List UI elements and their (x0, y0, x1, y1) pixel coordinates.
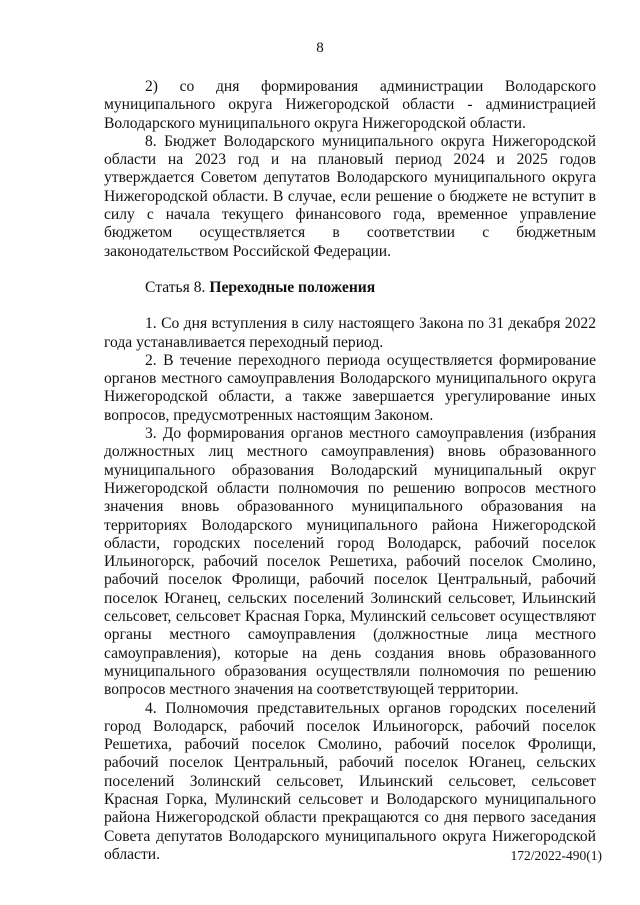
document-body (104, 78, 596, 864)
paragraph-transition-3: 3. До формирования органов местного самоуправления (избрания должностных лиц местного самоуправления) вновь образованного муниципального образования Володарский муниципальный округ Нижегородской области полномочия по решению вопросов местного значения вновь образованного муниципального образования на территориях Володарского муниципального района Нижегородской области, городских поселений город Володарск, рабочий поселок Ильиногорск, рабочий поселок Решетиха, рабочий поселок Смолино, рабочий поселок Фролищи, рабочий поселок Центральный, рабочий поселок Юганец, сельских поселений Золинский сельсовет, Ильинский сельсовет, сельсовет Красная Горка, Мулинский сельсовет осуществляют органы местного самоуправления (должностные лица местного самоуправления), которые на день создания вновь образованного муниципального образования осуществляли полномочия по решению вопросов местного значения на соответствующей территории. (104, 425, 596, 699)
page-number: 8 (316, 40, 324, 56)
document-registration-code: 172/2022-490(1) (510, 848, 602, 863)
paragraph-transition-2: 2. В течение переходного периода осуществляется формирование органов местного самоуправления Володарского муниципального округа Нижегородской области, а также завершается урегулирование иных вопросов, предусмотренных настоящим Законом. (104, 351, 596, 424)
article-prefix: Статья 8. (145, 278, 210, 296)
paragraph-item-2: 2) со дня формирования администрации Володарского муниципального округа Нижегородской области - администрацией Володарского муниципального округа Нижегородской области. (104, 78, 596, 132)
paragraph-transition-4: 4. Полномочия представительных органов городских поселений город Володарск, рабочий поселок Ильиногорск, рабочий поселок Решетиха, рабочий поселок Смолино, рабочий поселок Фролищи, рабочий поселок Центральный, рабочий поселок Юганец, сельских поселений Золинский сельсовет, Ильинский сельсовет, сельсовет Красная Горка, Мулинский сельсовет и Володарского муниципального района Нижегородской области прекращаются со дня первого заседания Совета депутатов Володарского муниципального округа Нижегородской области. (104, 699, 596, 863)
article-title: Переходные положения (209, 278, 376, 296)
article-heading (104, 279, 596, 297)
paragraph-item-8-budget: 8. Бюджет Володарского муниципального округа Нижегородской области на 2023 год и на плановый период 2024 и 2025 годов утверждается Советом депутатов Володарского муниципального округа Нижегородской области. В случае, если решение о бюджете не вступит в силу с начала текущего финансового года, временное управление бюджетом осуществляется в соответствии с бюджетным законодательством Российской Федерации. (104, 132, 596, 260)
paragraph-transition-1: 1. Со дня вступления в силу настоящего Закона по 31 декабря 2022 года устанавливается переходный период. (104, 315, 596, 351)
